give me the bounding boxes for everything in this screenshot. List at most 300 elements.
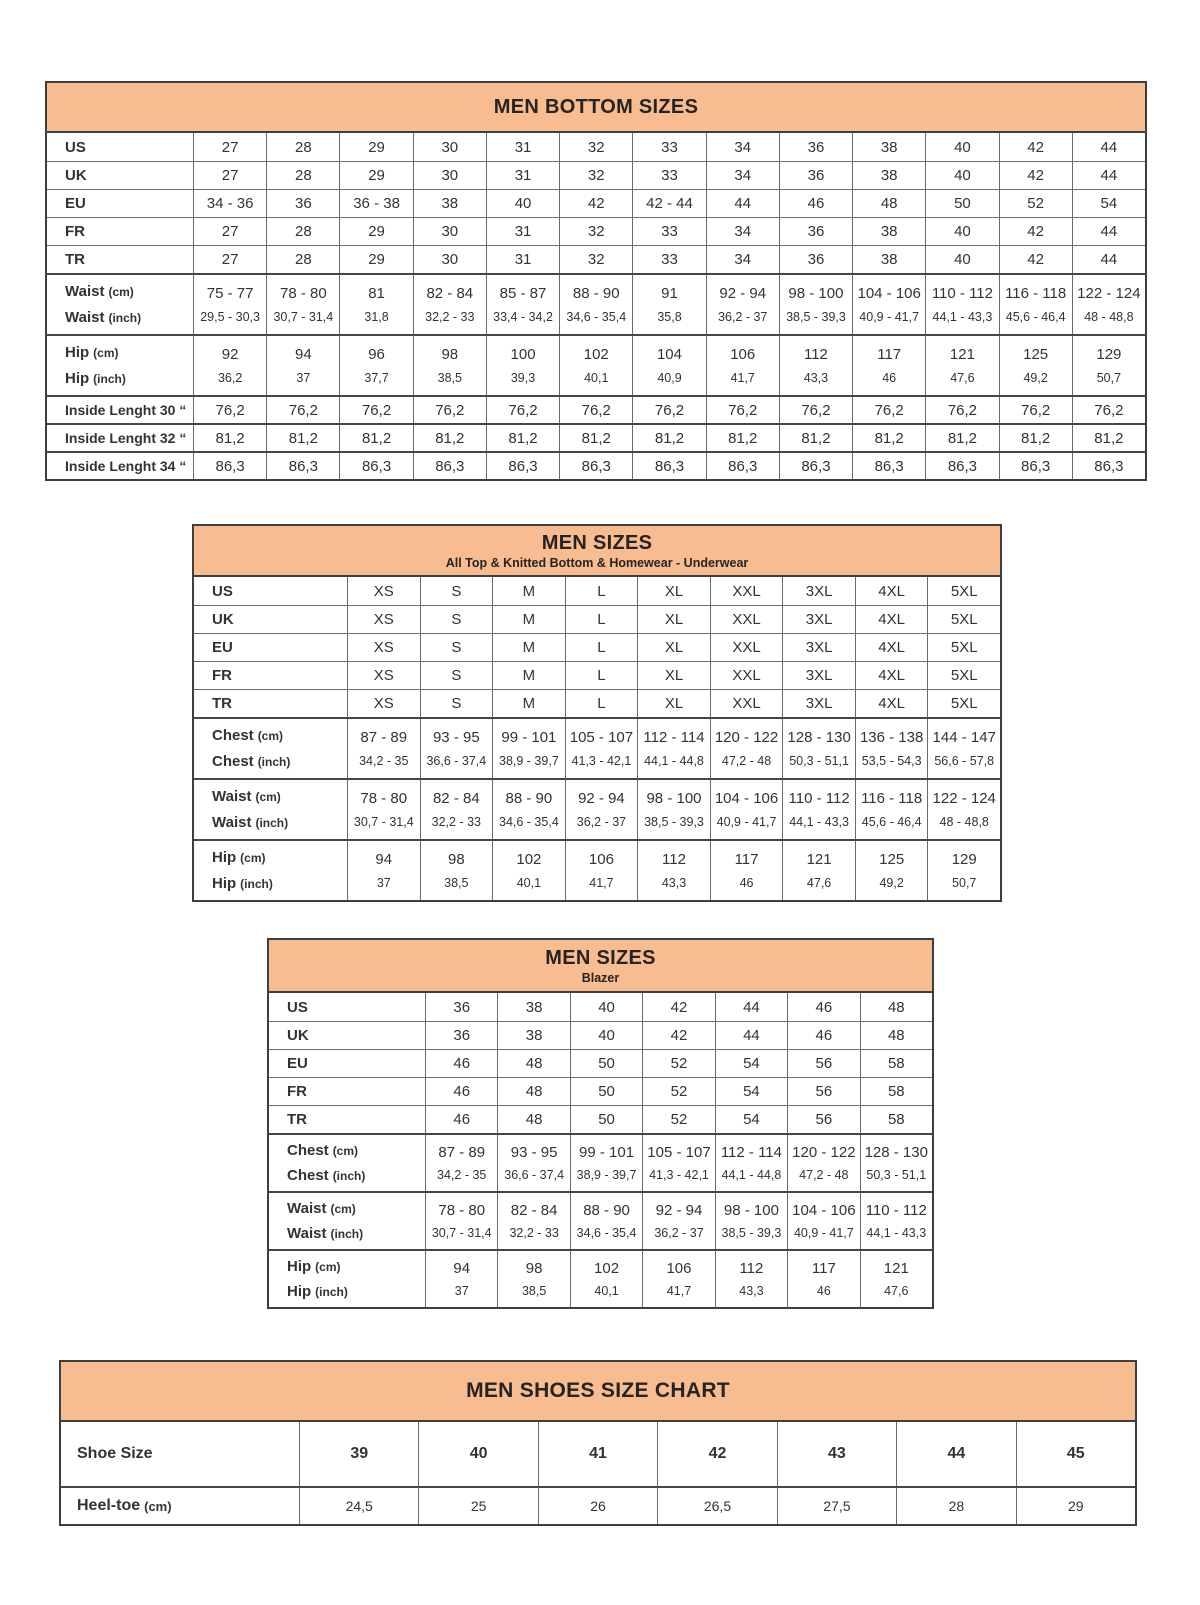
cell-value-cm: 91 [661,284,678,302]
cell-value-inch: 38,5 [437,371,462,385]
table-cell: 42 [559,190,632,217]
cell-value-cm: 82 - 84 [510,1201,558,1219]
table-cell: 42 [999,133,1072,161]
table-row [269,1191,932,1249]
row-label [47,275,193,334]
men-top-sizes-table [192,524,1002,902]
row-label-text: TR [212,695,232,712]
table-cell: 36 [425,993,497,1021]
table-cell: 50 [570,1050,642,1077]
table-cell: 76,2 [779,397,852,423]
table-cell: S [420,690,493,717]
table-cell: 56 [787,1106,859,1133]
cell-value-cm: 78 - 80 [360,789,408,807]
cell-value-cm: 99 - 101 [501,728,557,746]
cell-value-cm: 98 [447,850,465,868]
table-cell: L [565,606,638,633]
table-cell: 54 [715,1106,787,1133]
table-cell [855,719,928,778]
table-cell: 76,2 [999,397,1072,423]
row-label-unit: (cm) [330,1202,356,1217]
cell-value-cm: 112 [662,850,686,868]
cell-value-inch: 38,5 - 39,3 [786,310,846,324]
table-cell: 27 [193,246,266,273]
cell-value-inch: 34,6 - 35,4 [576,1226,637,1240]
table-cell [565,780,638,839]
table-cell [266,275,339,334]
row-label [194,719,347,778]
table-cell: XXL [710,577,783,605]
table-row [194,778,1000,839]
cell-value-cm: 110 - 112 [931,284,993,302]
table-row [194,661,1000,689]
cell-value-cm: 112 [803,345,828,363]
row-label [194,690,347,717]
table-cell: L [565,634,638,661]
cell-value-inch: 38,5 [521,1284,547,1298]
men-shoes-size-table [59,1360,1137,1526]
table-cell: 44 [715,1022,787,1049]
cell-value-inch: 36,6 - 37,4 [504,1168,565,1182]
table-cell: 48 [860,993,932,1021]
table-cell [570,1251,642,1307]
cell-value-inch: 38,9 - 39,7 [499,754,559,768]
cell-value-cm: 112 - 114 [643,728,705,746]
row-label-text: EU [65,195,86,212]
table-cell: 36 - 38 [339,190,412,217]
table-header [194,526,1000,577]
table-row [269,993,932,1021]
table-cell: 4XL [855,662,928,689]
table-cell [632,275,705,334]
row-label-text: Chest [212,727,254,745]
table-cell: 40 [570,1022,642,1049]
table-cell: 31 [486,218,559,245]
table-row [194,577,1000,605]
cell-value-inch: 38,5 [444,876,469,890]
cell-value-inch: 50,3 - 51,1 [789,754,849,768]
table-cell: 86,3 [706,453,779,479]
table-cell: 33 [632,133,705,161]
cell-value-inch: 32,2 - 33 [431,815,481,829]
table-cell [787,1135,859,1191]
cell-value-cm: 105 - 107 [569,728,634,746]
cell-value-inch: 47,2 - 48 [721,754,772,768]
cell-value-cm: 120 - 122 [792,1143,856,1161]
cell-value-cm: 136 - 138 [859,728,924,746]
table-cell: 44 [896,1422,1015,1486]
cell-value-inch: 30,7 - 31,4 [431,1226,492,1240]
cell-value-cm: 104 - 106 [792,1201,856,1219]
table-row [47,395,1145,423]
table-cell: XS [347,606,420,633]
table-cell: 48 [497,1078,569,1105]
table-header [61,1362,1135,1422]
cell-value-cm: 110 - 112 [788,789,850,807]
row-label-unit: (cm) [315,1260,341,1275]
cell-value-inch: 29,5 - 30,3 [200,310,260,324]
table-cell: 50 [570,1078,642,1105]
table-cell [999,336,1072,395]
cell-value-inch: 41,7 [730,371,755,385]
table-cell [860,1135,932,1191]
table-cell: 27 [193,162,266,189]
table-cell: M [492,634,565,661]
cell-value-cm: 87 - 89 [438,1143,486,1161]
table-cell: 42 [642,993,714,1021]
table-cell: 38 [497,993,569,1021]
cell-value-inch: 53,5 - 54,3 [861,754,922,768]
row-label-unit: (cm) [144,1498,172,1514]
row-label-unit: (inch) [257,754,291,769]
table-cell: XL [637,606,710,633]
table-row [47,133,1145,161]
table-cell: 40 [925,218,998,245]
table-cell: 86,3 [339,453,412,479]
table-row [47,423,1145,451]
table-cell: 28 [266,162,339,189]
table-title: MEN SIZES [541,531,653,554]
table-cell: XL [637,662,710,689]
table-subtitle: Blazer [581,970,620,985]
table-header [269,940,932,993]
table-cell [565,719,638,778]
table-cell [642,1135,714,1191]
cell-value-cm: 98 - 100 [646,789,702,807]
cell-value-inch: 44,1 - 43,3 [932,310,993,324]
table-cell: 28 [266,133,339,161]
table-cell: 86,3 [925,453,998,479]
row-label-text: TR [287,1111,307,1128]
table-cell [927,719,1000,778]
table-cell: 40 [570,993,642,1021]
cell-value-cm: 75 - 77 [206,284,254,302]
table-cell: 5XL [927,634,1000,661]
cell-value-inch: 34,6 - 35,4 [566,310,627,324]
table-cell: 4XL [855,634,928,661]
row-label-line [65,309,141,326]
row-label-text: TR [65,251,85,268]
cell-value-cm: 104 [656,345,682,363]
cell-value-cm: 92 - 94 [719,284,767,302]
table-cell: 28 [266,246,339,273]
cell-value-cm: 129 [1096,345,1122,363]
cell-value-cm: 78 - 80 [438,1201,486,1219]
table-cell: 36 [266,190,339,217]
row-label-text: Waist [212,788,252,806]
table-cell: XL [637,690,710,717]
cell-value-cm: 94 [453,1259,471,1277]
row-label-unit: (cm) [255,790,281,805]
row-label-text: US [287,998,308,1016]
cell-value-cm: 88 - 90 [583,1201,630,1219]
table-cell: 46 [425,1050,497,1077]
cell-value-cm: 92 - 94 [578,789,625,807]
table-body [61,1422,1135,1524]
row-label-line [212,788,281,805]
table-cell: M [492,662,565,689]
cell-value-inch: 45,6 - 46,4 [861,815,922,829]
cell-value-cm: 116 - 118 [1005,284,1067,302]
table-cell [710,780,783,839]
table-cell: 36 [779,218,852,245]
row-label-text: Chest [287,1166,329,1184]
table-cell [570,1135,642,1191]
row-label-text: Waist [212,813,252,831]
cell-value-cm: 117 [811,1259,836,1277]
table-cell: 52 [642,1050,714,1077]
cell-value-inch: 43,3 [803,371,829,385]
table-cell: 27 [193,133,266,161]
table-cell: L [565,662,638,689]
table-cell: 3XL [782,634,855,661]
cell-value-cm: 98 [441,345,459,363]
row-label-text: FR [65,223,85,240]
row-label-unit: (inch) [330,1226,364,1241]
table-row [47,273,1145,334]
table-cell: L [565,690,638,717]
row-label [47,336,193,395]
table-cell: 40 [925,133,998,161]
row-label [194,634,347,661]
table-cell [715,1193,787,1249]
cell-value-inch: 44,1 - 43,3 [866,1226,927,1240]
row-label-text: FR [212,667,232,684]
table-cell: 76,2 [925,397,998,423]
table-cell: 29 [339,246,412,273]
cell-value-inch: 37 [376,876,391,890]
cell-value-cm: 128 - 130 [787,728,851,746]
table-cell [710,841,783,900]
row-label-unit: (cm) [332,1144,359,1159]
cell-value-inch: 50,3 - 51,1 [866,1168,927,1182]
row-label [194,662,347,689]
cell-value-cm: 121 [883,1259,909,1277]
table-row [269,1049,932,1077]
table-row [47,217,1145,245]
cell-value-cm: 96 [368,345,385,363]
row-label-text: EU [287,1055,308,1072]
table-cell: 81,2 [486,425,559,451]
table-cell: 38 [497,1022,569,1049]
table-cell: 44 [1072,162,1145,189]
cell-value-inch: 32,2 - 33 [425,310,475,324]
row-label [269,1078,425,1105]
row-label-text: Shoe Size [77,1445,153,1462]
table-cell [782,719,855,778]
table-cell: 50 [570,1106,642,1133]
cell-value-inch: 43,3 [661,876,687,890]
cell-value-cm: 82 - 84 [426,284,474,302]
table-cell: 76,2 [193,397,266,423]
row-label [269,1135,425,1191]
row-label-line [65,370,126,387]
table-cell: 44 [1072,246,1145,273]
table-cell: S [420,662,493,689]
table-cell [486,336,559,395]
table-cell: 81,2 [413,425,486,451]
row-label [194,841,347,900]
table-cell: 44 [1072,133,1145,161]
row-label-text: Hip [287,1282,312,1300]
table-cell: 76,2 [413,397,486,423]
cell-value-cm: 125 [1023,345,1049,363]
row-label-unit: (inch) [240,876,273,891]
cell-value-inch: 46 [739,876,754,890]
cell-value-inch: 38,9 - 39,7 [576,1168,637,1182]
table-row [47,245,1145,273]
table-cell: 42 [999,246,1072,273]
cell-value-inch: 49,2 [879,876,904,890]
table-cell [347,780,420,839]
table-cell: 40 [925,162,998,189]
table-row [194,605,1000,633]
table-cell: 30 [413,218,486,245]
table-cell: 4XL [855,577,928,605]
table-cell: 25 [418,1488,537,1524]
row-label-line [287,1258,341,1275]
cell-value-inch: 50,7 [1096,371,1122,385]
table-cell: 42 [642,1022,714,1049]
table-cell: 34 [706,133,779,161]
table-cell [497,1135,569,1191]
cell-value-inch: 39,3 [510,371,536,385]
cell-value-inch: 49,2 [1023,371,1048,385]
table-cell: 30 [413,133,486,161]
table-cell: 42 [999,218,1072,245]
cell-value-inch: 34,6 - 35,4 [499,815,559,829]
table-cell: 28 [896,1488,1015,1524]
table-cell: XS [347,690,420,717]
table-cell: 76,2 [706,397,779,423]
table-cell: 50 [925,190,998,217]
cell-value-inch: 33,4 - 34,2 [493,310,553,324]
table-cell: 42 [999,162,1072,189]
cell-value-inch: 37 [296,371,311,385]
cell-value-inch: 36,2 - 37 [718,310,768,324]
table-cell: 86,3 [193,453,266,479]
table-cell: 34 [706,162,779,189]
table-cell [420,780,493,839]
row-label-unit: (cm) [240,851,266,866]
table-row [269,1021,932,1049]
row-label-line [212,875,273,892]
table-cell: 3XL [782,662,855,689]
table-cell: 58 [860,1078,932,1105]
cell-value-cm: 85 - 87 [499,284,547,302]
table-row [61,1422,1135,1486]
table-cell: 48 [497,1050,569,1077]
table-cell: S [420,634,493,661]
table-cell [782,841,855,900]
row-label [269,1022,425,1049]
table-cell: 52 [642,1078,714,1105]
table-cell: 36 [779,246,852,273]
cell-value-cm: 88 - 90 [572,284,620,302]
table-cell: 33 [632,218,705,245]
cell-value-inch: 37 [454,1284,469,1298]
row-label-text: UK [212,611,234,628]
row-label-text: Hip [65,369,90,387]
cell-value-cm: 81 [368,284,385,302]
row-label-text: Hip [212,874,237,892]
table-cell [852,336,925,395]
table-subtitle: All Top & Knitted Bottom & Homewear - Underwear [445,555,749,570]
cell-value-cm: 110 - 112 [865,1201,927,1219]
table-cell [559,275,632,334]
row-label [47,133,193,161]
cell-value-cm: 102 [516,850,542,868]
cell-value-cm: 128 - 130 [864,1143,928,1161]
cell-value-inch: 32,2 - 33 [509,1226,559,1240]
table-cell: 27 [193,218,266,245]
table-body [194,577,1000,900]
cell-value-inch: 40,9 - 41,7 [716,815,777,829]
row-label-text: Hip [287,1258,312,1276]
row-label [61,1488,299,1524]
table-cell: 81,2 [999,425,1072,451]
row-label-unit: (inch) [93,371,126,386]
cell-value-cm: 117 [877,345,902,363]
table-cell: 76,2 [1072,397,1145,423]
table-cell: XXL [710,634,783,661]
table-cell: 58 [860,1050,932,1077]
table-cell [860,1251,932,1307]
cell-value-cm: 144 - 147 [932,728,996,746]
cell-value-cm: 125 [879,850,905,868]
table-cell: 32 [559,162,632,189]
table-cell [632,336,705,395]
table-cell [425,1251,497,1307]
cell-value-inch: 43,3 [739,1284,764,1298]
row-label [47,162,193,189]
row-label [269,1050,425,1077]
row-label-text: FR [287,1083,307,1100]
table-cell [860,1193,932,1249]
row-label [269,1106,425,1133]
cell-value-inch: 41,7 [589,876,614,890]
cell-value-inch: 47,6 [884,1284,909,1298]
table-cell: 38 [852,218,925,245]
table-cell: 76,2 [486,397,559,423]
table-cell: S [420,606,493,633]
table-cell: 32 [559,218,632,245]
table-cell: 38 [413,190,486,217]
table-cell [559,336,632,395]
cell-value-inch: 35,8 [657,310,682,324]
table-cell: 58 [860,1106,932,1133]
table-cell: XL [637,577,710,605]
cell-value-inch: 41,3 - 42,1 [649,1168,709,1182]
table-cell [855,780,928,839]
table-cell: 42 [657,1422,776,1486]
table-cell [927,780,1000,839]
table-cell: 26 [538,1488,657,1524]
row-label-text: Waist [287,1200,327,1218]
cell-value-inch: 30,7 - 31,4 [273,310,334,324]
table-cell [347,841,420,900]
table-cell [420,841,493,900]
table-cell: 86,3 [632,453,705,479]
cell-value-cm: 98 - 100 [788,284,844,302]
table-cell [497,1251,569,1307]
row-label-line [212,727,283,744]
table-cell [486,275,559,334]
table-cell [637,780,710,839]
table-cell: 4XL [855,690,928,717]
table-cell: 86,3 [852,453,925,479]
cell-value-inch: 47,2 - 48 [799,1168,849,1182]
